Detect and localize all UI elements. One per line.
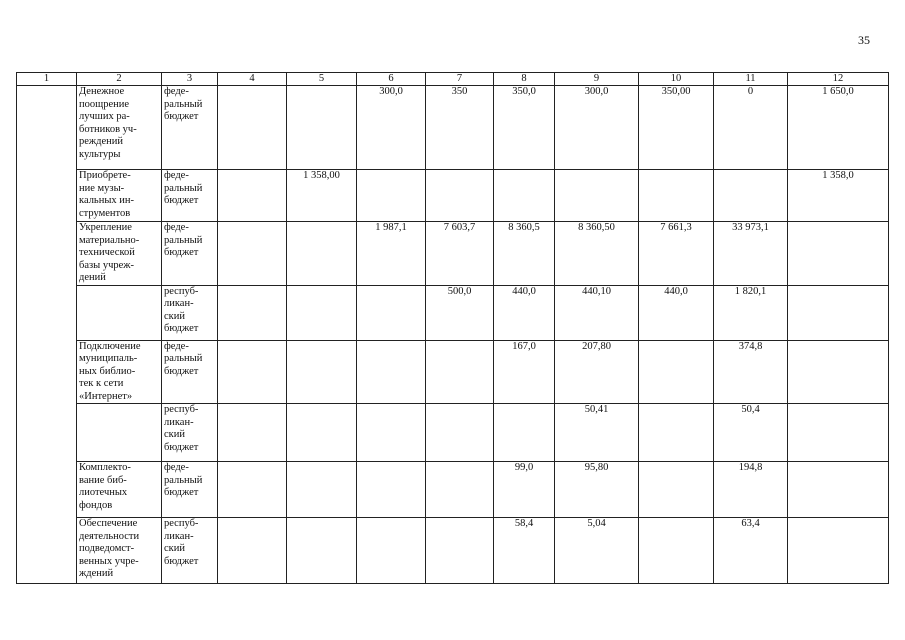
value-cell-col-5 [287,86,357,170]
value-cell-col-5 [287,518,357,584]
activity-name-cell: Денежное поощрение лучших ра- ботников уч- реждений культуры [77,86,162,170]
value-cell-col-9: 207,80 [555,340,639,404]
activity-name-cell: Укрепление материально- технической базы учреж- дений [77,222,162,286]
column-header-1: 1 [17,73,77,86]
column-header-3: 3 [162,73,218,86]
column-header-4: 4 [218,73,287,86]
value-cell-col-10 [639,462,714,518]
table-row [17,462,889,518]
activity-name-cell [77,404,162,462]
value-cell-col-7: 7 603,7 [426,222,494,286]
value-cell-col-10 [639,518,714,584]
value-cell-col-7 [426,404,494,462]
value-cell-col-10 [639,170,714,222]
table-body [17,86,889,584]
value-cell-col-8: 99,0 [494,462,555,518]
value-cell-col-8: 440,0 [494,285,555,340]
column-header-5: 5 [287,73,357,86]
value-cell-col-6: 1 987,1 [357,222,426,286]
funding-source-cell: респуб- ликан- ский бюджет [162,285,218,340]
value-cell-col-5: 1 358,00 [287,170,357,222]
value-cell-col-9: 440,10 [555,285,639,340]
header-row [17,73,889,86]
column-header-11: 11 [714,73,788,86]
value-cell-col-6: 300,0 [357,86,426,170]
column-header-2: 2 [77,73,162,86]
column-4-cell [218,285,287,340]
value-cell-col-5 [287,222,357,286]
table-row [17,86,889,170]
value-cell-col-7 [426,462,494,518]
value-cell-col-12 [788,285,889,340]
value-cell-col-10 [639,404,714,462]
value-cell-col-8: 8 360,5 [494,222,555,286]
funding-source-cell: феде- ральный бюджет [162,462,218,518]
activity-name-cell [77,285,162,340]
value-cell-col-8: 167,0 [494,340,555,404]
value-cell-col-11: 194,8 [714,462,788,518]
funding-source-cell: феде- ральный бюджет [162,222,218,286]
value-cell-col-9 [555,170,639,222]
column-4-cell [218,462,287,518]
value-cell-col-10: 350,00 [639,86,714,170]
value-cell-col-6 [357,340,426,404]
activity-name-cell: Подключение муниципаль- ных библио- тек к сети «Интернет» [77,340,162,404]
value-cell-col-10: 440,0 [639,285,714,340]
value-cell-col-11: 0 [714,86,788,170]
table-row [17,170,889,222]
table-row [17,518,889,584]
column-header-10: 10 [639,73,714,86]
table-row [17,404,889,462]
value-cell-col-9: 95,80 [555,462,639,518]
value-cell-col-9: 50,41 [555,404,639,462]
value-cell-col-7: 350 [426,86,494,170]
value-cell-col-12: 1 358,0 [788,170,889,222]
value-cell-col-12 [788,222,889,286]
column-header-9: 9 [555,73,639,86]
value-cell-col-9: 5,04 [555,518,639,584]
value-cell-col-7 [426,170,494,222]
value-cell-col-6 [357,170,426,222]
value-cell-col-12 [788,462,889,518]
column-4-cell [218,340,287,404]
value-cell-col-5 [287,404,357,462]
activity-name-cell: Приобрете- ние музы- кальных ин- струментов [77,170,162,222]
value-cell-col-8: 350,0 [494,86,555,170]
table-row [17,340,889,404]
funding-source-cell: феде- ральный бюджет [162,86,218,170]
activity-name-cell: Комплекто- вание биб- лиотечных фондов [77,462,162,518]
value-cell-col-6 [357,462,426,518]
value-cell-col-11: 374,8 [714,340,788,404]
value-cell-col-9: 8 360,50 [555,222,639,286]
value-cell-col-8 [494,404,555,462]
column-header-7: 7 [426,73,494,86]
column-header-6: 6 [357,73,426,86]
value-cell-col-5 [287,285,357,340]
column-1-cell [17,86,77,584]
value-cell-col-12 [788,518,889,584]
funding-source-cell: феде- ральный бюджет [162,170,218,222]
table-row [17,285,889,340]
budget-table [16,72,889,584]
page-number: 35 [858,33,870,47]
activity-name-cell: Обеспечение деятельности подведомст- венных учре- ждений [77,518,162,584]
value-cell-col-11 [714,170,788,222]
value-cell-col-6 [357,285,426,340]
value-cell-col-10: 7 661,3 [639,222,714,286]
value-cell-col-12 [788,404,889,462]
funding-source-cell: феде- ральный бюджет [162,340,218,404]
column-4-cell [218,86,287,170]
value-cell-col-11: 33 973,1 [714,222,788,286]
value-cell-col-11: 1 820,1 [714,285,788,340]
value-cell-col-7: 500,0 [426,285,494,340]
value-cell-col-10 [639,340,714,404]
column-4-cell [218,170,287,222]
value-cell-col-12: 1 650,0 [788,86,889,170]
value-cell-col-9: 300,0 [555,86,639,170]
value-cell-col-6 [357,404,426,462]
column-4-cell [218,404,287,462]
value-cell-col-6 [357,518,426,584]
funding-source-cell: респуб- ликан- ский бюджет [162,518,218,584]
value-cell-col-11: 63,4 [714,518,788,584]
value-cell-col-8: 58,4 [494,518,555,584]
table-row [17,222,889,286]
column-header-12: 12 [788,73,889,86]
value-cell-col-8 [494,170,555,222]
funding-source-cell: респуб- ликан- ский бюджет [162,404,218,462]
value-cell-col-11: 50,4 [714,404,788,462]
column-header-8: 8 [494,73,555,86]
value-cell-col-12 [788,340,889,404]
value-cell-col-5 [287,340,357,404]
value-cell-col-5 [287,462,357,518]
value-cell-col-7 [426,518,494,584]
value-cell-col-7 [426,340,494,404]
column-4-cell [218,222,287,286]
column-4-cell [218,518,287,584]
